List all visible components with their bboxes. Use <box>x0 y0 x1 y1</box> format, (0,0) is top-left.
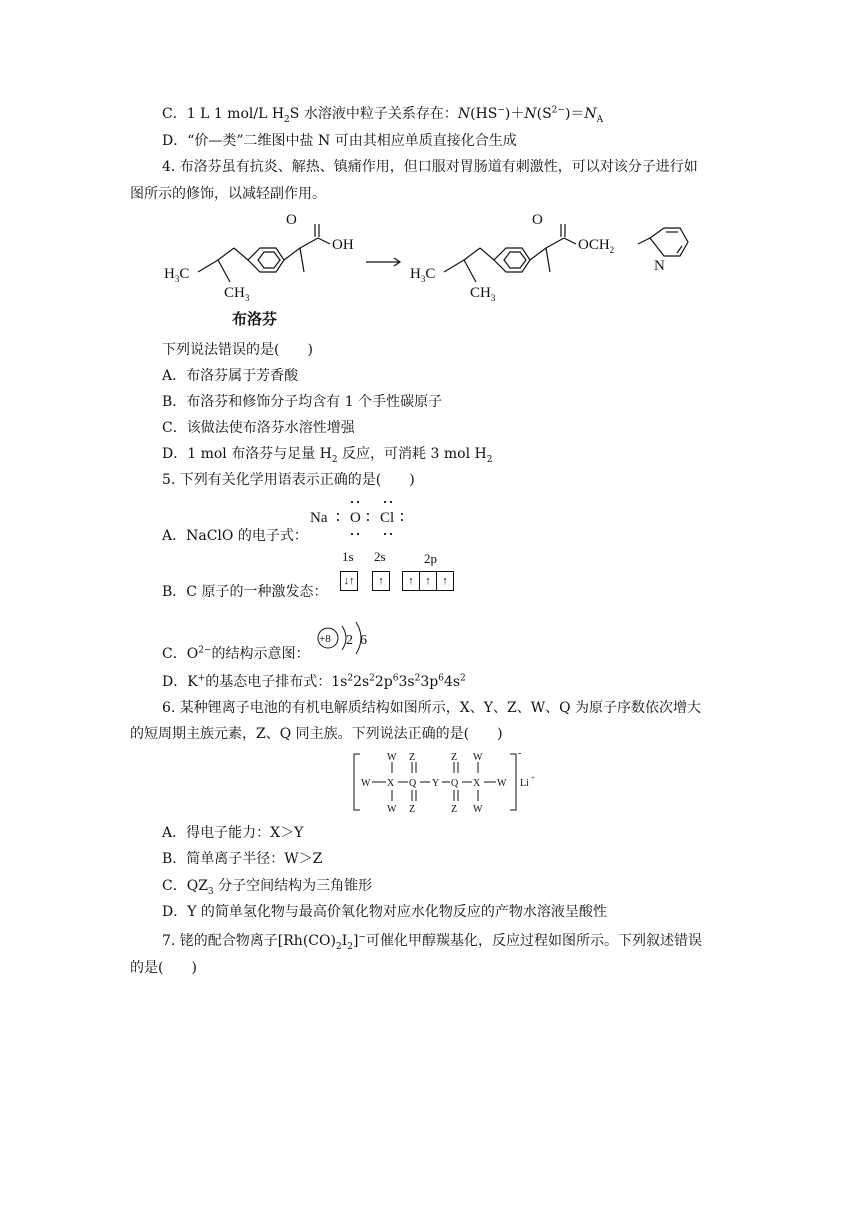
svg-text:Z: Z <box>409 752 416 763</box>
svg-text:∶: ∶ <box>400 510 404 526</box>
svg-text:Na: Na <box>310 510 328 526</box>
q6-stem-line2: 的短周期主族元素，Z、Q 同主族。下列说法正确的是( ) <box>130 726 503 742</box>
q7-stem-line1: 7. 铑的配合物离子$[Rh(CO)_2I_2]^-$可催化甲醇羰基化，反应过程如图所示。下列叙述错误 <box>162 932 702 952</box>
svg-text:Z: Z <box>451 752 458 763</box>
q6-option-a: A．得电子能力：X＞Y <box>162 825 304 841</box>
bond <box>638 238 650 244</box>
bond <box>444 260 464 272</box>
fig-OH: OH <box>332 237 354 253</box>
naclo-electron-formula <box>306 494 426 544</box>
label-1s: 1s <box>342 549 354 564</box>
aromatic-circle-left <box>258 252 280 268</box>
fig-H3C-right: $H_3C$ <box>410 266 436 284</box>
q5-option-c: C．$O^{2-}$的结构示意图： <box>162 645 310 662</box>
q5-option-a: A．NaClO 的电子式： <box>162 528 308 544</box>
oxide-ion-structure-diagram <box>314 620 384 660</box>
svg-text:∶: ∶ <box>366 510 370 526</box>
q4-option-a: A．布洛芬属于芳香酸 <box>162 368 299 384</box>
q6-option-d: D．Y 的简单氢化物与最高价氧化物对应水化物反应的产物水溶液呈酸性 <box>162 904 607 920</box>
svg-text:+8: +8 <box>319 633 331 645</box>
svg-text:W: W <box>361 778 371 789</box>
label-2p: 2p <box>424 551 437 566</box>
bond <box>300 248 304 272</box>
q5-option-b: B．C 原子的一种激发态： <box>162 584 328 600</box>
bracket-left <box>354 754 360 810</box>
orbital-2p: ↑ ↑ ↑ <box>402 571 453 591</box>
bond <box>480 248 494 260</box>
bond <box>234 248 248 260</box>
q6-stem-line1: 6. 某种锂离子电池的有机电解质结构如图所示，X、Y、Z、W、Q 为原子序数依次增大 <box>162 700 702 716</box>
fig-CH3-right: $CH_3$ <box>470 285 496 303</box>
bond <box>198 260 218 272</box>
ring-double-bond <box>677 246 682 253</box>
q4-stem-line2: 图所示的修饰，以减轻副作用。 <box>130 186 326 202</box>
q3-option-c: C．1 L 1 mol/L $H_2S$ 水溶液中粒子关系存在：$N(HS^-)+N(S^{2-})=N_A$ <box>162 105 604 125</box>
ibuprofen-modification-figure <box>160 206 720 330</box>
bond <box>218 248 234 260</box>
bond <box>564 238 576 244</box>
q3-option-d: D．“价—类”二维图中盐 N 可由其相应单质直接化合生成 <box>162 133 517 149</box>
bond <box>546 238 564 248</box>
svg-text:2: 2 <box>346 633 353 648</box>
svg-text:W: W <box>387 804 397 815</box>
q4-question: 下列说法错误的是( ) <box>162 342 313 358</box>
fig-O1: O <box>286 212 297 228</box>
bracket-right <box>510 754 516 810</box>
svg-text:Q: Q <box>409 778 417 789</box>
bond <box>218 260 230 282</box>
svg-text:W: W <box>473 804 483 815</box>
svg-text:Cl: Cl <box>380 510 395 526</box>
svg-text:Z: Z <box>451 804 458 815</box>
q5-stem: 5. 下列有关化学用语表示正确的是( ) <box>162 472 415 488</box>
bond <box>300 238 318 248</box>
q5-option-d: D．K+的基态电子排布式：$1s^22s^22p^63s^23p^64s^2$ <box>162 673 466 690</box>
bond <box>318 238 330 244</box>
orbital-2s: ↑ <box>372 571 389 591</box>
q4-option-c: C．该做法使布洛芬水溶性增强 <box>162 420 355 436</box>
fig-H3C-left: $H_3C$ <box>164 266 190 284</box>
svg-text:W: W <box>473 752 483 763</box>
q4-stem-line1: 4. 布洛芬虽有抗炎、解热、镇痛作用，但口服对胃肠道有刺激性，可以对该分子进行如 <box>162 159 698 175</box>
svg-text:Y: Y <box>432 778 440 789</box>
fig-pyridine-N: N <box>654 258 665 274</box>
svg-text:+: + <box>531 774 535 782</box>
bond <box>284 248 300 260</box>
svg-text:O: O <box>350 510 361 526</box>
svg-text:X: X <box>387 778 395 789</box>
q6-option-b: B．简单离子半径：W＞Z <box>162 851 323 867</box>
svg-text:-: - <box>518 748 522 759</box>
fig-O2: O <box>532 212 543 228</box>
label-2s: 2s <box>374 549 386 564</box>
fig-OCH2: $OCH_2$ <box>578 237 615 255</box>
c-excited-state-orbital-diagram <box>338 549 478 593</box>
fig-label-ibuprofen: 布洛芬 <box>232 312 278 328</box>
q4-option-d: D．1 mol 布洛芬与足量 $H_2$ 反应，可消耗 3 mol $H_2$ <box>162 446 493 465</box>
svg-text:W: W <box>497 778 507 789</box>
aromatic-circle-right <box>504 252 526 268</box>
svg-text:Z: Z <box>409 804 416 815</box>
q4-option-b: B．布洛芬和修饰分子均含有 1 个手性碳原子 <box>162 394 443 410</box>
q6-option-c: C．$QZ_3$ 分子空间结构为三角锥形 <box>162 878 373 897</box>
q7-stem-line2: 的是( ) <box>130 960 197 976</box>
svg-text:Q: Q <box>451 778 459 789</box>
svg-text:X: X <box>473 778 481 789</box>
fig-CH3-left: $CH_3$ <box>224 285 250 303</box>
electrolyte-structure-figure <box>350 748 550 818</box>
bond <box>530 248 546 260</box>
svg-text:Li: Li <box>520 778 529 789</box>
bond <box>546 248 550 272</box>
bond <box>464 260 476 282</box>
svg-text:∶: ∶ <box>336 510 340 526</box>
svg-text:W: W <box>387 752 397 763</box>
orbital-1s: ↓↑ <box>340 571 357 591</box>
svg-text:6: 6 <box>360 633 367 648</box>
bond <box>464 248 480 260</box>
